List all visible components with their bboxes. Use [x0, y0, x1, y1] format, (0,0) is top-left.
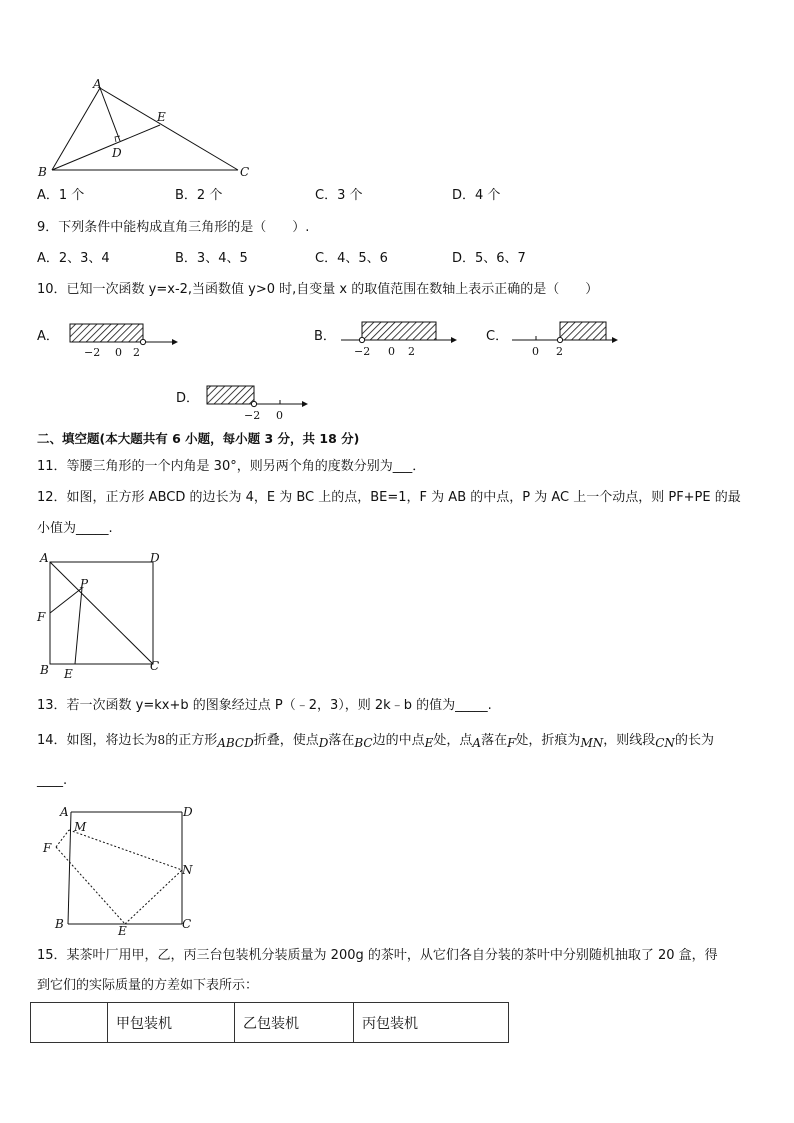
q14-text: 的正方形 [165, 733, 218, 748]
tick-label: −2 [84, 346, 101, 359]
q14-math: E [424, 736, 434, 750]
q9-option-b: B．3、4、5 [175, 251, 248, 266]
label-d: D [183, 805, 193, 819]
label-p: P [80, 577, 89, 591]
q14-line1 [37, 731, 714, 750]
number-line-a [60, 318, 180, 358]
tick-label: 2 [556, 345, 563, 358]
square-figure-1 [30, 548, 170, 683]
q14-text: 落在 [328, 733, 355, 748]
tick-label: −2 [354, 345, 371, 358]
label-e: E [64, 667, 73, 681]
q8-option-a: A．1 个 [37, 188, 85, 203]
q8-option-c: C．3 个 [315, 188, 363, 203]
q14-math: A [472, 736, 482, 750]
table-header-cell [31, 1003, 108, 1043]
q9-stem: 9．下列条件中能构成直角三角形的是（ ）. [37, 220, 310, 235]
q14-line2: ____. [37, 773, 68, 788]
label-d: D [150, 551, 160, 565]
q12-line1: 12．如图，正方形 ABCD 的边长为 4，E 为 BC 上的点，BE=1，F 为 AB 的中点，P 为 AC 上一个动点，则 PF+PE 的最 [37, 490, 741, 505]
triangle-figure [30, 76, 260, 186]
table-header-cell: 丙包装机 [354, 1003, 509, 1043]
q14-math: 8 [157, 733, 166, 747]
q10-option-c-letter: C． [486, 329, 509, 344]
tick-label: 2 [133, 346, 140, 359]
table-header-cell: 甲包装机 [108, 1003, 235, 1043]
label-n: N [182, 863, 193, 877]
square-figure-2 [38, 800, 208, 938]
q10-stem: 10．已知一次函数 y=x-2,当函数值 y>0 时,自变量 x 的取值范围在数轴上表示正确的是（ ） [37, 282, 599, 297]
label-b: B [38, 165, 47, 179]
label-c: C [182, 917, 192, 931]
label-b: B [55, 917, 64, 931]
q10-option-b-letter: B． [314, 329, 336, 344]
q14-math: ABCD [217, 736, 254, 750]
label-e: E [157, 110, 166, 124]
q14-math: MN [580, 736, 604, 750]
q14-math: CN [655, 736, 675, 750]
q14-text: 处，点 [433, 733, 473, 748]
label-f: F [37, 610, 46, 624]
q8-option-d: D．4 个 [452, 188, 501, 203]
q14-math: BC [354, 736, 373, 750]
q14-text: 的长为 [674, 733, 714, 748]
q14-text: 边的中点 [372, 733, 425, 748]
tick-label: 0 [115, 346, 122, 359]
label-a: A [60, 805, 69, 819]
q14-text: 14．如图，将边长为 [37, 733, 158, 748]
q14-text: 处，折痕为 [515, 733, 581, 748]
label-d: D [112, 146, 122, 160]
label-c: C [240, 165, 250, 179]
q9-option-a: A．2、3、4 [37, 251, 110, 266]
label-a: A [40, 551, 49, 565]
tick-label: 0 [388, 345, 395, 358]
label-c: C [150, 659, 160, 673]
table-header-cell: 乙包装机 [235, 1003, 354, 1043]
q8-option-b: B．2 个 [175, 188, 223, 203]
q12-line2: 小值为_____. [37, 521, 113, 536]
number-line-c [508, 318, 623, 358]
q14-text: 折叠，使点 [253, 733, 319, 748]
q10-option-d-letter: D． [176, 391, 200, 406]
q14-math: F [507, 736, 516, 750]
q14-text: 落在 [481, 733, 508, 748]
number-line-b [335, 318, 460, 358]
table-row [31, 1003, 509, 1043]
q15-line1: 15．某茶叶厂用甲，乙，丙三台包装机分装质量为 200g 的茶叶，从它们各自分装的茶叶中分别随机抽取了 20 盒，得 [37, 948, 718, 963]
q14-text: ，则线段 [603, 733, 656, 748]
q14-math: D [318, 736, 329, 750]
q10-option-a-letter: A． [37, 329, 59, 344]
tick-label: −2 [244, 409, 261, 422]
label-m: M [74, 820, 87, 834]
q11-text: 11．等腰三角形的一个内角是 30°，则另两个角的度数分别为___． [37, 459, 426, 474]
tick-label: 0 [276, 409, 283, 422]
q9-option-d: D．5、6、7 [452, 251, 526, 266]
label-a: A [93, 77, 102, 91]
tick-label: 0 [532, 345, 539, 358]
label-b: B [40, 663, 49, 677]
q15-line2: 到它们的实际质量的方差如下表所示： [37, 978, 259, 993]
label-f: F [43, 841, 52, 855]
label-e: E [118, 924, 127, 938]
section-title: 二、填空题(本大题共有 6 小题，每小题 3 分，共 18 分) [37, 431, 360, 446]
q9-option-c: C．4、5、6 [315, 251, 388, 266]
q13-text: 13．若一次函数 y=kx+b 的图象经过点 P（﹣2，3），则 2k﹣b 的值为_____. [37, 698, 492, 713]
tick-label: 2 [408, 345, 415, 358]
variance-table [30, 1002, 509, 1043]
number-line-d [200, 382, 315, 422]
